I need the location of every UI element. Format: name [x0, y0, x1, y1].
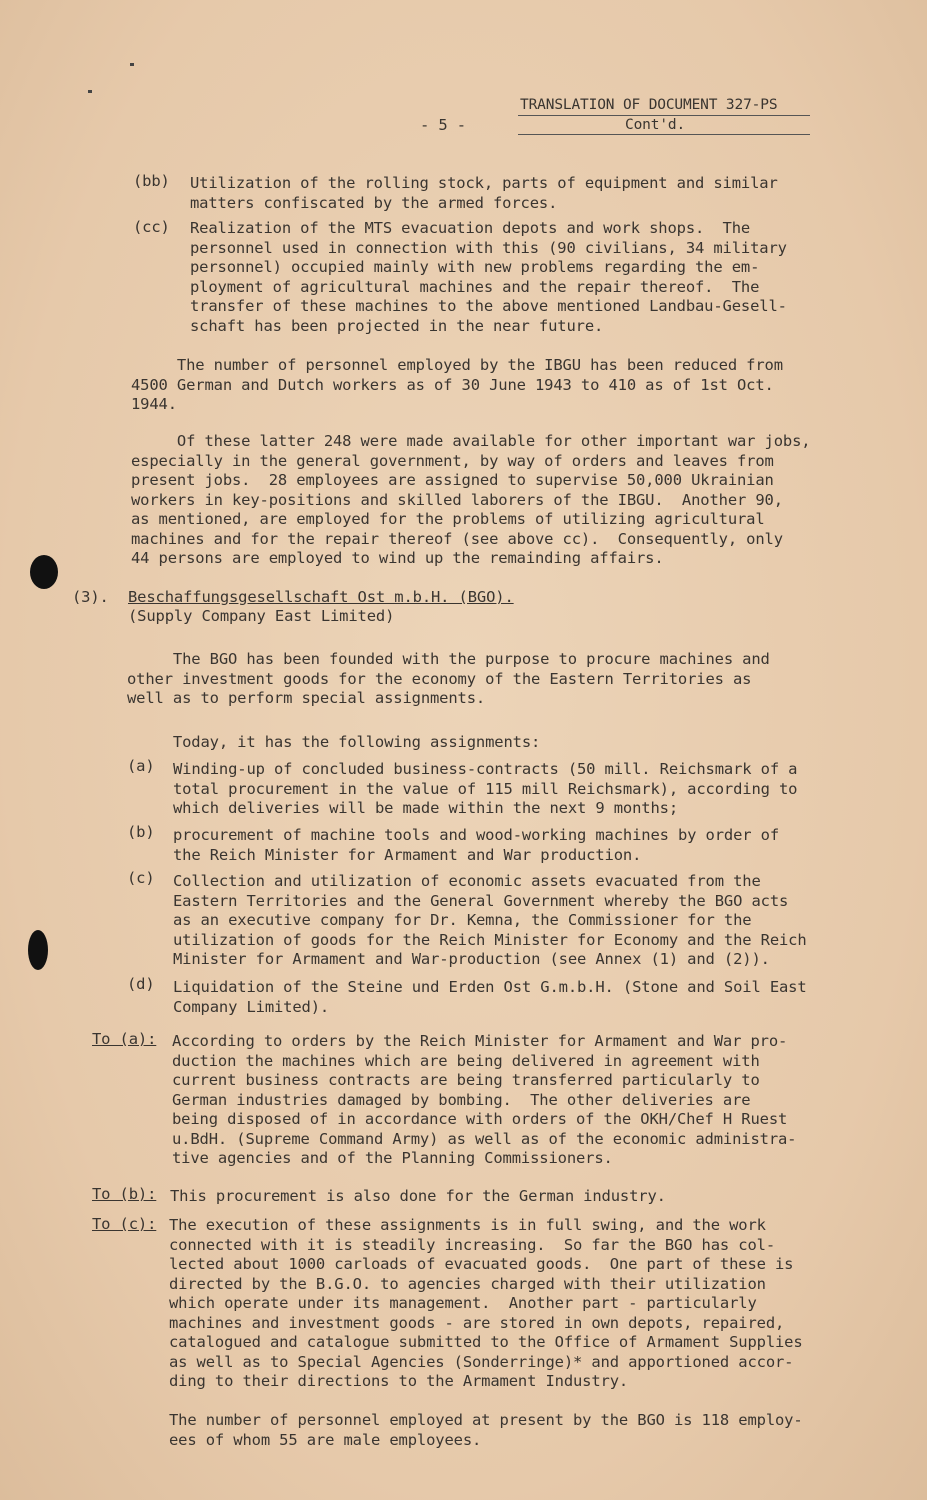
ink-speck [88, 90, 92, 93]
section-3-number: (3). [72, 588, 109, 606]
text-line: German industries damaged by bombing. The other deliveries are [172, 1090, 751, 1109]
item-cc-marker: (cc) [133, 218, 170, 236]
assignment-d-marker: (d) [127, 975, 155, 993]
assignment-a-text [173, 760, 797, 819]
to-c-label: To (c): [92, 1215, 157, 1233]
text-line: current business contracts are being transferred particularly to [172, 1071, 760, 1089]
text-line: The number of personnel employed by the IBGU has been reduced from [131, 356, 783, 374]
text-line: as well as to Special Agencies (Sonderringe)* and apportioned accor- [169, 1352, 794, 1371]
text-line: connected with it is steadily increasing. So far the BGO has col- [169, 1235, 775, 1254]
to-a-text [172, 1032, 796, 1169]
paragraph-personnel [131, 356, 783, 415]
text-line: tive agencies and of the Planning Commissioners. [172, 1149, 613, 1167]
paragraph-latter [131, 432, 810, 569]
text-line: Of these latter 248 were made available for other important war jobs, [131, 432, 811, 450]
item-bb-marker: (bb) [133, 172, 170, 190]
assignment-b-marker: (b) [127, 823, 155, 841]
text-line: transfer of these machines to the above mentioned Landbau-Gesell- [190, 297, 787, 315]
punch-hole-top [30, 555, 58, 589]
assignment-a-marker: (a) [127, 757, 155, 775]
text-line: Company Limited). [173, 997, 330, 1016]
punch-hole-bottom [28, 930, 48, 970]
text-line: workers in key-positions and skilled laborers of the IBGU. Another 90, [131, 490, 783, 509]
assignment-c-marker: (c) [127, 869, 155, 887]
text-line: Liquidation of the Steine und Erden Ost G.m.b.H. (Stone and Soil East [173, 978, 807, 996]
text-line: Winding-up of concluded business-contracts (50 mill. Reichsmark of a [173, 760, 798, 778]
item-cc-text [190, 219, 787, 336]
item-bb-text [190, 174, 778, 213]
to-c-text [169, 1216, 803, 1392]
text-line: as mentioned, are employed for the problems of utilizing agricultural [131, 510, 765, 528]
text-line: which deliveries will be made within the next 9 months; [173, 799, 678, 817]
text-line: catalogued and catalogue submitted to the Office of Armament Supplies [169, 1333, 803, 1351]
text-line: personnel used in connection with this (90 civilians, 34 military [190, 238, 787, 257]
text-line: Minister for Armament and War-production (see Annex (1) and (2)). [173, 950, 770, 968]
text-line: utilization of goods for the Reich Minister for Economy and the Reich [173, 930, 807, 949]
to-b-text [170, 1187, 666, 1207]
to-a-label: To (a): [92, 1030, 157, 1048]
text-line: The BGO has been founded with the purpose to procure machines and [127, 650, 770, 668]
text-line: the Reich Minister for Armament and War production. [173, 845, 642, 864]
text-line: directed by the B.G.O. to agencies charged with their utilization [169, 1274, 766, 1293]
paragraph-today: Today, it has the following assignments: [127, 733, 541, 751]
to-b-label: To (b): [92, 1185, 157, 1203]
text-line: The number of personnel employed at present by the BGO is 118 employ- [169, 1411, 803, 1429]
text-line: ding to their directions to the Armament Industry. [169, 1372, 629, 1390]
text-line: which operate under its management. Another part - particularly [169, 1294, 757, 1312]
text-line: 44 persons are employed to wind up the remainding affairs. [131, 549, 664, 567]
text-line: ees of whom 55 are male employees. [169, 1430, 482, 1449]
text-line: According to orders by the Reich Minister for Armament and War pro- [172, 1032, 788, 1050]
text-line: total procurement in the value of 115 mill Reichsmark), according to [173, 779, 798, 798]
text-line: u.BdH. (Supreme Command Army) as well as of the economic administra- [172, 1129, 797, 1148]
text-line: The execution of these assignments is in full swing, and the work [169, 1216, 766, 1234]
text-line: other investment goods for the economy of the Eastern Territories as [127, 669, 752, 688]
text-line: Collection and utilization of economic assets evacuated from the [173, 872, 761, 890]
text-line: duction the machines which are being delivered in agreement with [172, 1051, 760, 1070]
text-line: This procurement is also done for the German industry. [170, 1187, 666, 1205]
text-line: machines and for the repair thereof (see above cc). Consequently, only [131, 529, 783, 548]
paragraph-final [169, 1411, 803, 1450]
text-line: Realization of the MTS evacuation depots and work shops. The [190, 219, 751, 237]
text-line: personnel) occupied mainly with new problems regarding the em- [190, 258, 760, 276]
continued-label: Cont'd. [625, 117, 686, 133]
document-title: TRANSLATION OF DOCUMENT 327-PS [520, 97, 778, 113]
text-line: present jobs. 28 employees are assigned to supervise 50,000 Ukrainian [131, 471, 774, 489]
text-line: machines and investment goods - are stored in own depots, repaired, [169, 1313, 785, 1332]
text-line: being disposed of in accordance with orders of the OKH/Chef H Ruest [172, 1110, 788, 1128]
ink-speck [130, 63, 134, 66]
assignment-d-text [173, 978, 807, 1017]
assignment-c-text [173, 872, 807, 970]
text-line: well as to perform special assignments. [127, 689, 486, 707]
header-rule-bottom [518, 134, 810, 135]
text-line: 1944. [131, 395, 177, 413]
paragraph-founded [127, 650, 770, 709]
text-line: procurement of machine tools and wood-working machines by order of [173, 826, 779, 844]
section-3-subtitle: (Supply Company East Limited) [128, 607, 395, 625]
text-line: Eastern Territories and the General Government whereby the BGO acts [173, 891, 789, 910]
text-line: schaft has been projected in the near future. [190, 316, 604, 335]
text-line: 4500 German and Dutch workers as of 30 June 1943 to 410 as of 1st Oct. [131, 375, 774, 394]
text-line: ployment of agricultural machines and the repair thereof. The [190, 277, 760, 296]
section-3-title: Beschaffungsgesellschaft Ost m.b.H. (BGO). [128, 588, 514, 606]
text-line: lected about 1000 carloads of evacuated goods. One part of these is [169, 1255, 794, 1273]
text-line: Utilization of the rolling stock, parts of equipment and similar [190, 174, 778, 192]
text-line: matters confiscated by the armed forces. [190, 193, 558, 212]
text-line: especially in the general government, by way of orders and leaves from [131, 451, 774, 470]
assignment-b-text [173, 826, 779, 865]
text-line: as an executive company for Dr. Kemna, the Commissioner for the [173, 911, 752, 929]
page-number: - 5 - [420, 116, 466, 134]
